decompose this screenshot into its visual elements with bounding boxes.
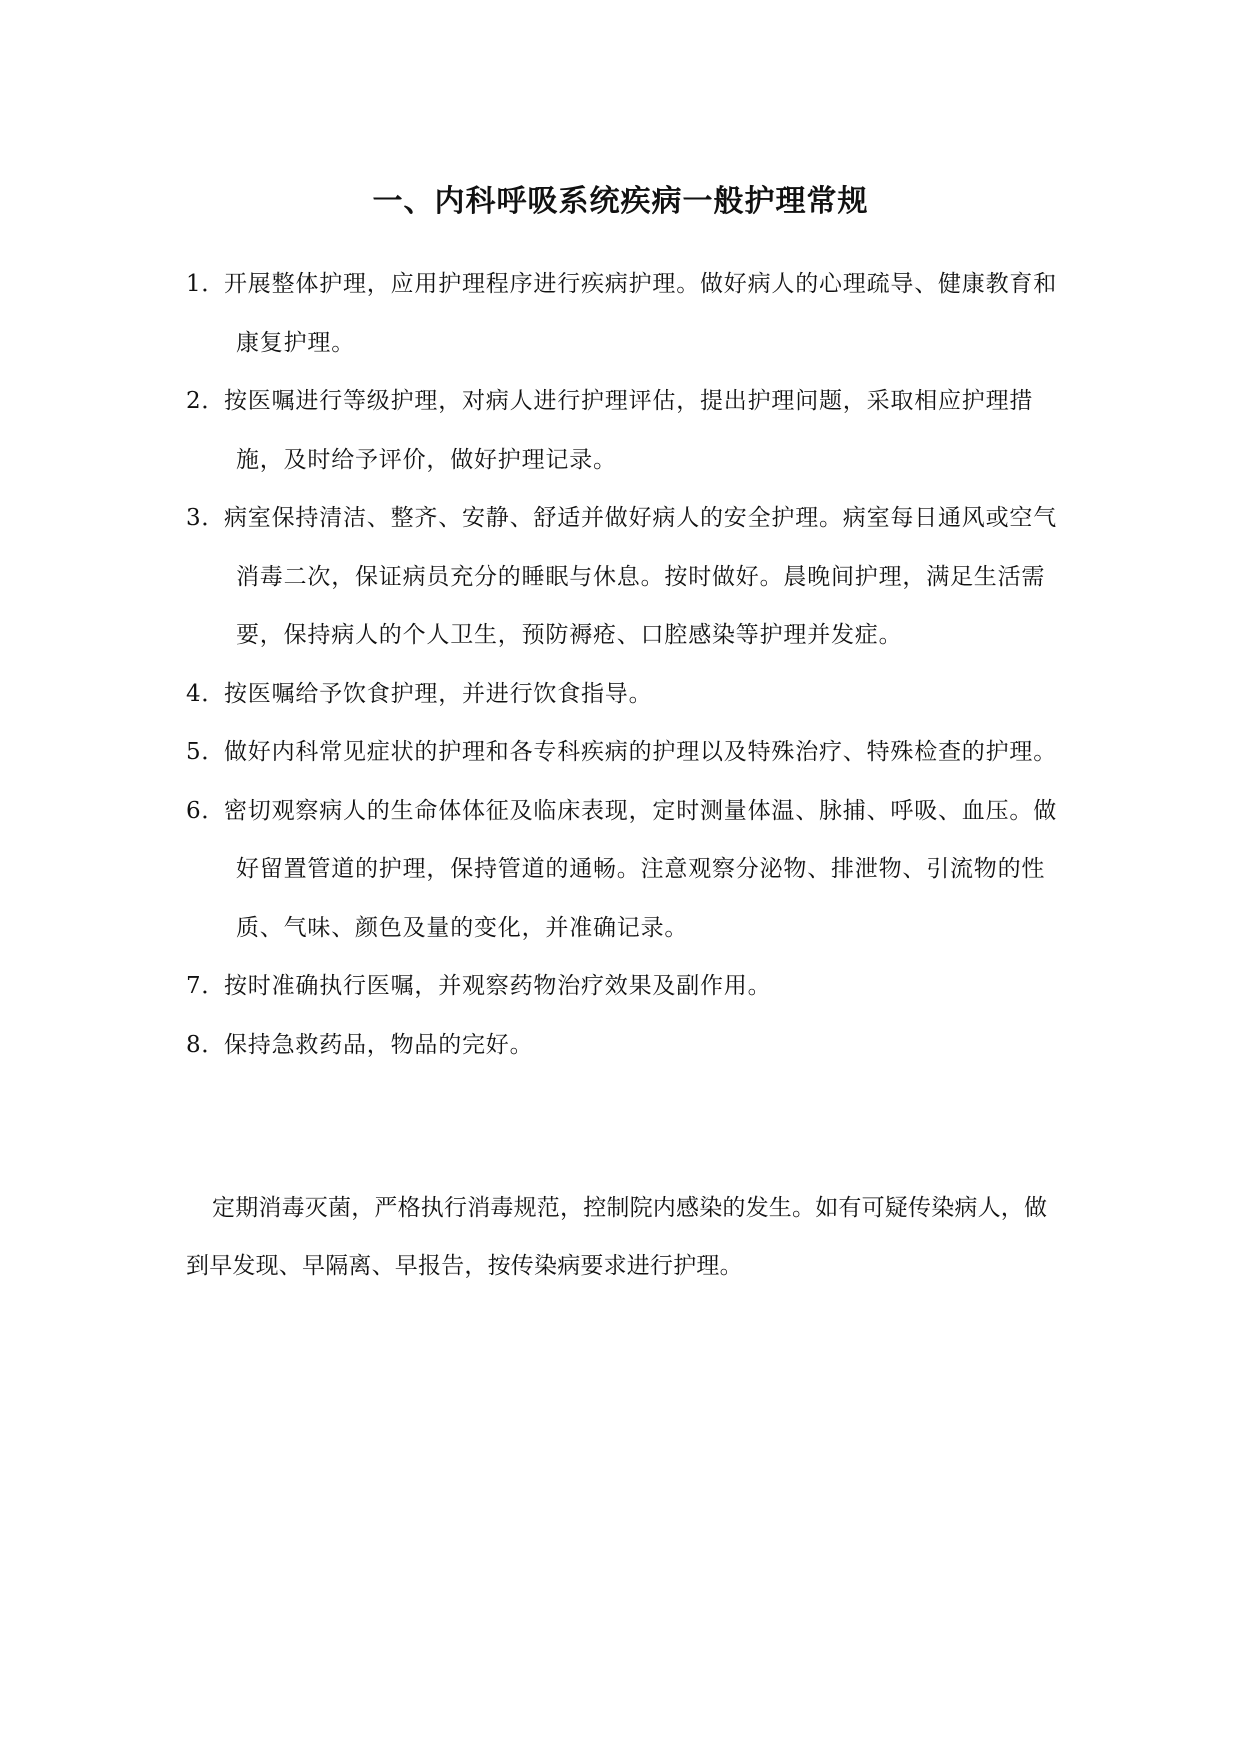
rule-number: 2． <box>186 388 226 414</box>
document-title: 一、内科呼吸系统疾病一般护理常规 <box>372 184 869 220</box>
rule-item <box>186 782 1066 958</box>
rule-item <box>186 489 1066 665</box>
rules-list <box>186 255 1066 1074</box>
rule-text: 做好内科常见症状的护理和各专科疾病的护理以及特殊治疗、特殊检查的护理。 <box>224 739 1057 765</box>
rule-number: 1． <box>186 271 226 297</box>
rule-number: 8． <box>186 1031 226 1058</box>
rule-item <box>186 957 1066 1016</box>
rule-number: 3． <box>186 505 226 531</box>
rule-number: 6． <box>186 797 226 824</box>
rule-number: 4． <box>186 680 226 707</box>
rule-text: 保持急救药品，物品的完好。 <box>224 1031 534 1058</box>
rule-text: 开展整体护理，应用护理程序进行疾病护理。做好病人的心理疏导、健康教育和康复护理。 <box>224 271 1057 356</box>
rule-item <box>186 723 1066 782</box>
rule-text: 密切观察病人的生命体体征及临床表现，定时测量体温、脉捕、呼吸、血压。做好留置管道的护理，保持管道的通畅。注意观察分泌物、排泄物、引流物的性质、气味、颜色及量的变化，并准确记录。 <box>224 797 1057 941</box>
rule-item <box>186 372 1066 489</box>
infection-control-note: 定期消毒灭菌，严格执行消毒规范，控制院内感染的发生。如有可疑传染病人，做到早发现、早隔离、早报告，按传染病要求进行护理。 <box>186 1195 1048 1279</box>
rule-text: 病室保持清洁、整齐、安静、舒适并做好病人的安全护理。病室每日通风或空气消毒二次，保证病员充分的睡眠与休息。按时做好。晨晚间护理，满足生活需要，保持病人的个人卫生，预防褥疮、口腔感染等护理并发症。 <box>224 505 1057 648</box>
rule-text: 按医嘱进行等级护理，对病人进行护理评估，提出护理问题，采取相应护理措施，及时给予评价，做好护理记录。 <box>224 388 1034 473</box>
rule-text: 按时准确执行医嘱，并观察药物治疗效果及副作用。 <box>224 973 772 999</box>
rule-item <box>186 1016 1066 1075</box>
rule-number: 5． <box>186 739 226 765</box>
rule-text: 按医嘱给予饮食护理，并进行饮食指导。 <box>224 680 653 707</box>
rule-item <box>186 665 1066 724</box>
rule-item <box>186 255 1066 372</box>
rule-number: 7． <box>186 973 226 999</box>
